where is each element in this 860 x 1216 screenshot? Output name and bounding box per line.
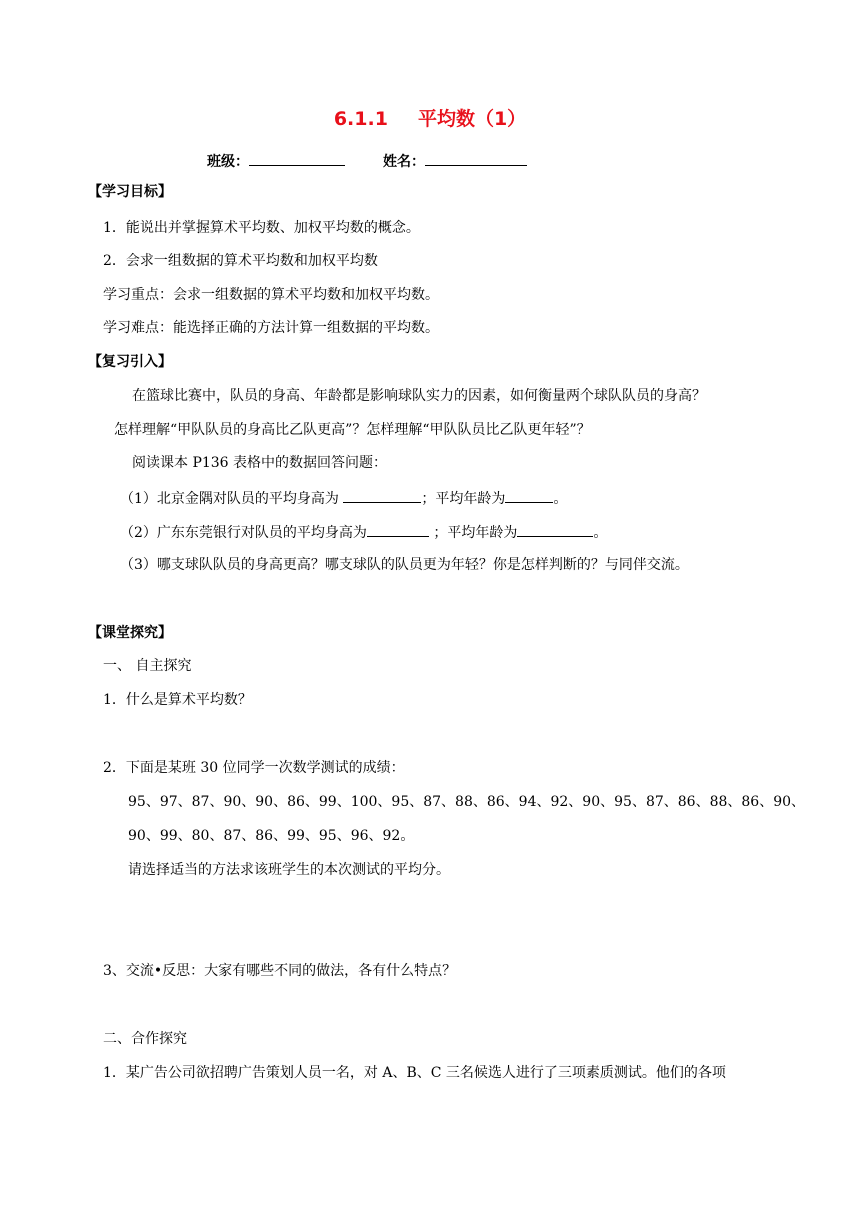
section-name: 平均数（1） (417, 108, 527, 130)
review-question-1: （1）北京金隅对队员的平均身高为 ；平均年龄为 。 (120, 487, 567, 509)
page-title (0, 104, 860, 131)
class-field[interactable] (207, 150, 345, 172)
explore-question-3: 3、交流•反思：大家有哪些不同的做法，各有什么特点？ (103, 963, 457, 979)
name-blank[interactable] (425, 150, 527, 166)
scores-line-1: 95、97、87、90、90、86、99、100、95、87、88、86、94、92、90、95、87、86、88、86、90、 (128, 794, 806, 810)
cooperative-question-1: 1．某广告公司欲招聘广告策划人员一名，对 A、B、C 三名候选人进行了三项素质测试。他们的各项 (103, 1065, 726, 1081)
scores-line-2: 90、99、80、87、86、99、95、96、92。 (128, 828, 415, 844)
explore-question-2: 2．下面是某班 30 位同学一次数学测试的成绩： (103, 760, 405, 776)
explore-part-2: 二、合作探究 (103, 1031, 187, 1047)
explore-question-1: 1．什么是算术平均数？ (103, 692, 252, 708)
review-question-3: （3）哪支球队队员的身高更高？哪支球队的队员更为年轻？你是怎样判断的？与同伴交流。 (120, 557, 689, 573)
goal-item-2: 2．会求一组数据的算术平均数和加权平均数 (103, 253, 378, 269)
review-para-3: 阅读课本 P136 表格中的数据回答问题： (132, 455, 388, 471)
goals-heading: 【学习目标】 (88, 184, 172, 200)
answer-blank[interactable] (367, 521, 429, 537)
review-para-1: 在篮球比赛中，队员的身高、年龄都是影响球队实力的因素，如何衡量两个球队队员的身高？ (132, 388, 706, 404)
goal-difficulty: 学习难点：能选择正确的方法计算一组数据的平均数。 (103, 320, 439, 336)
review-question-2: （2）广东东莞银行对队员的平均身高为 ；平均年龄为 。 (120, 521, 607, 543)
explore-question-2-task: 请选择适当的方法求该班学生的本次测试的平均分。 (128, 862, 450, 878)
answer-blank[interactable] (517, 521, 593, 537)
answer-blank[interactable] (505, 487, 553, 503)
goal-focus: 学习重点：会求一组数据的算术平均数和加权平均数。 (103, 287, 439, 303)
goal-item-1: 1．能说出并掌握算术平均数、加权平均数的概念。 (103, 220, 420, 236)
class-label: 班级： (207, 154, 249, 170)
review-para-2: 怎样理解“甲队队员的身高比乙队更高”？怎样理解“甲队队员比乙队更年轻”？ (114, 422, 591, 438)
answer-blank[interactable] (343, 487, 421, 503)
name-label: 姓名： (383, 154, 425, 170)
review-heading: 【复习引入】 (88, 354, 172, 370)
name-field[interactable] (383, 150, 527, 172)
explore-heading: 【课堂探究】 (88, 625, 172, 641)
section-number: 6.1.1 (333, 108, 388, 130)
class-blank[interactable] (249, 150, 345, 166)
explore-part-1: 一、 自主探究 (103, 658, 192, 674)
